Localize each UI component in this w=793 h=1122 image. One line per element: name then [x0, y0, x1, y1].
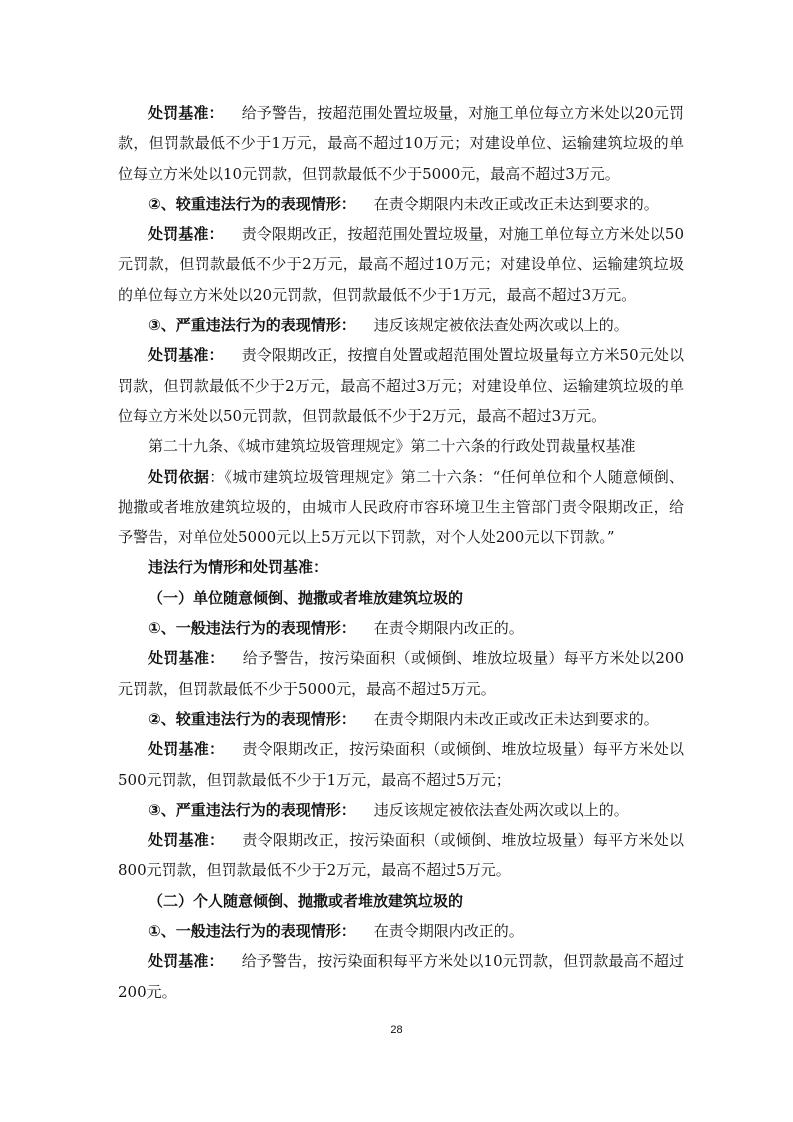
paragraph-text: 责令限期改正，按擅自处置或超范围处置垃圾量每立方米50元处以罚款，但罚款最低不少于2万元，最高不超过3万元；对建设单位、运输建筑垃圾的单位每立方米处以50元罚款，但罚款最低不少于2万元，最高不超过3万元。 [118, 346, 684, 425]
article-title: 第二十九条、《城市建筑垃圾管理规定》第二十六条的行政处罚裁量权基准 [148, 437, 636, 456]
paragraph-text: 在责令期限内未改正或改正未达到要求的。 [373, 194, 659, 213]
page-number: 28 [390, 1024, 403, 1036]
paragraph-general-case [118, 613, 684, 643]
paragraph-text: 在责令期限内改正的。 [373, 619, 524, 638]
paragraph-text: 给予警告，按污染面积（或倾倒、堆放垃圾量）每平方米处以200元罚款，但罚款最低不少于5000元，最高不超过5万元。 [118, 649, 684, 698]
paragraph-severe-case [118, 310, 684, 340]
section-heading [118, 552, 684, 582]
subsection-heading-text: （一）单位随意倾倒、抛撒或者堆放建筑垃圾的 [148, 588, 464, 607]
label: ②、较重违法行为的表现情形： [148, 709, 356, 728]
paragraph-text: 给予警告，按污染面积每平方米处以10元罚款，但罚款最高不超过200元。 [118, 952, 684, 1001]
label: 处罚基准： [148, 346, 224, 365]
label: ①、一般违法行为的表现情形： [148, 619, 356, 638]
paragraph-text: 在责令期限内未改正或改正未达到要求的。 [373, 709, 659, 728]
paragraph-severe-case [118, 795, 684, 825]
label: 处罚依据 [148, 467, 210, 486]
paragraph-text: 违反该规定被依法查处两次或以上的。 [373, 800, 629, 819]
paragraph-penalty-standard [118, 219, 684, 310]
paragraph-penalty-standard [118, 340, 684, 431]
article-heading [118, 431, 684, 461]
subsection-heading-text: （二）个人随意倾倒、抛撒或者堆放建筑垃圾的 [148, 891, 464, 910]
paragraph-penalty-standard [118, 946, 684, 1007]
paragraph-penalty-standard [118, 825, 684, 886]
label: 处罚基准： [148, 952, 224, 971]
paragraph-text: 责令限期改正，按污染面积（或倾倒、堆放垃圾量）每平方米处以800元罚款，但罚款最低不少于2万元，最高不超过5万元。 [118, 831, 684, 880]
label: ③、严重违法行为的表现情形： [148, 316, 356, 335]
label: 处罚基准： [148, 831, 225, 850]
section-heading-text: 违法行为情形和处罚基准： [148, 558, 329, 577]
paragraph-text: 责令限期改正，按超范围处置垃圾量，对施工单位每立方米处以50元罚款，但罚款最低不少于2万元，最高不超过10万元；对建设单位、运输建筑垃圾的单位每立方米处以20元罚款，但罚款最低不少于1万元，最高不超过3万元。 [118, 225, 684, 304]
label: 处罚基准： [148, 740, 225, 759]
label: 处罚基准： [148, 104, 224, 122]
page-body [118, 98, 684, 1007]
paragraph-penalty-basis [118, 462, 684, 553]
paragraph-text: ：《城市建筑垃圾管理规定》第二十六条：“任何单位和个人随意倾倒、抛撒或者堆放建筑垃圾的，由城市人民政府市容环境卫生主管部门责令限期改正，给予警告，对单位处5000元以上5万元以下罚款，对个人处200元以下罚款。” [118, 467, 684, 547]
paragraph-serious-case [118, 704, 684, 734]
label: ②、较重违法行为的表现情形： [148, 194, 356, 213]
paragraph-text: 责令限期改正，按污染面积（或倾倒、堆放垃圾量）每平方米处以500元罚款，但罚款最低不少于1万元，最高不超过5万元； [118, 740, 684, 789]
label: 处罚基准： [148, 649, 225, 668]
paragraph-penalty-standard [118, 98, 684, 189]
paragraph-serious-case [118, 189, 684, 219]
label: ③、严重违法行为的表现情形： [148, 800, 356, 819]
label: ①、一般违法行为的表现情形： [148, 922, 356, 941]
paragraph-text: 违反该规定被依法查处两次或以上的。 [373, 316, 629, 335]
paragraph-penalty-standard [118, 643, 684, 704]
paragraph-text: 在责令期限内改正的。 [373, 922, 524, 941]
paragraph-text: 给予警告，按超范围处置垃圾量，对施工单位每立方米处以20元罚款，但罚款最低不少于1万元，最高不超过10万元；对建设单位、运输建筑垃圾的单位每立方米处以10元罚款，但罚款最低不少于5000元，最高不超过3万元。 [118, 104, 684, 183]
paragraph-general-case [118, 916, 684, 946]
subsection-heading [118, 886, 684, 916]
label: 处罚基准： [148, 225, 224, 244]
paragraph-penalty-standard [118, 734, 684, 795]
subsection-heading [118, 583, 684, 613]
